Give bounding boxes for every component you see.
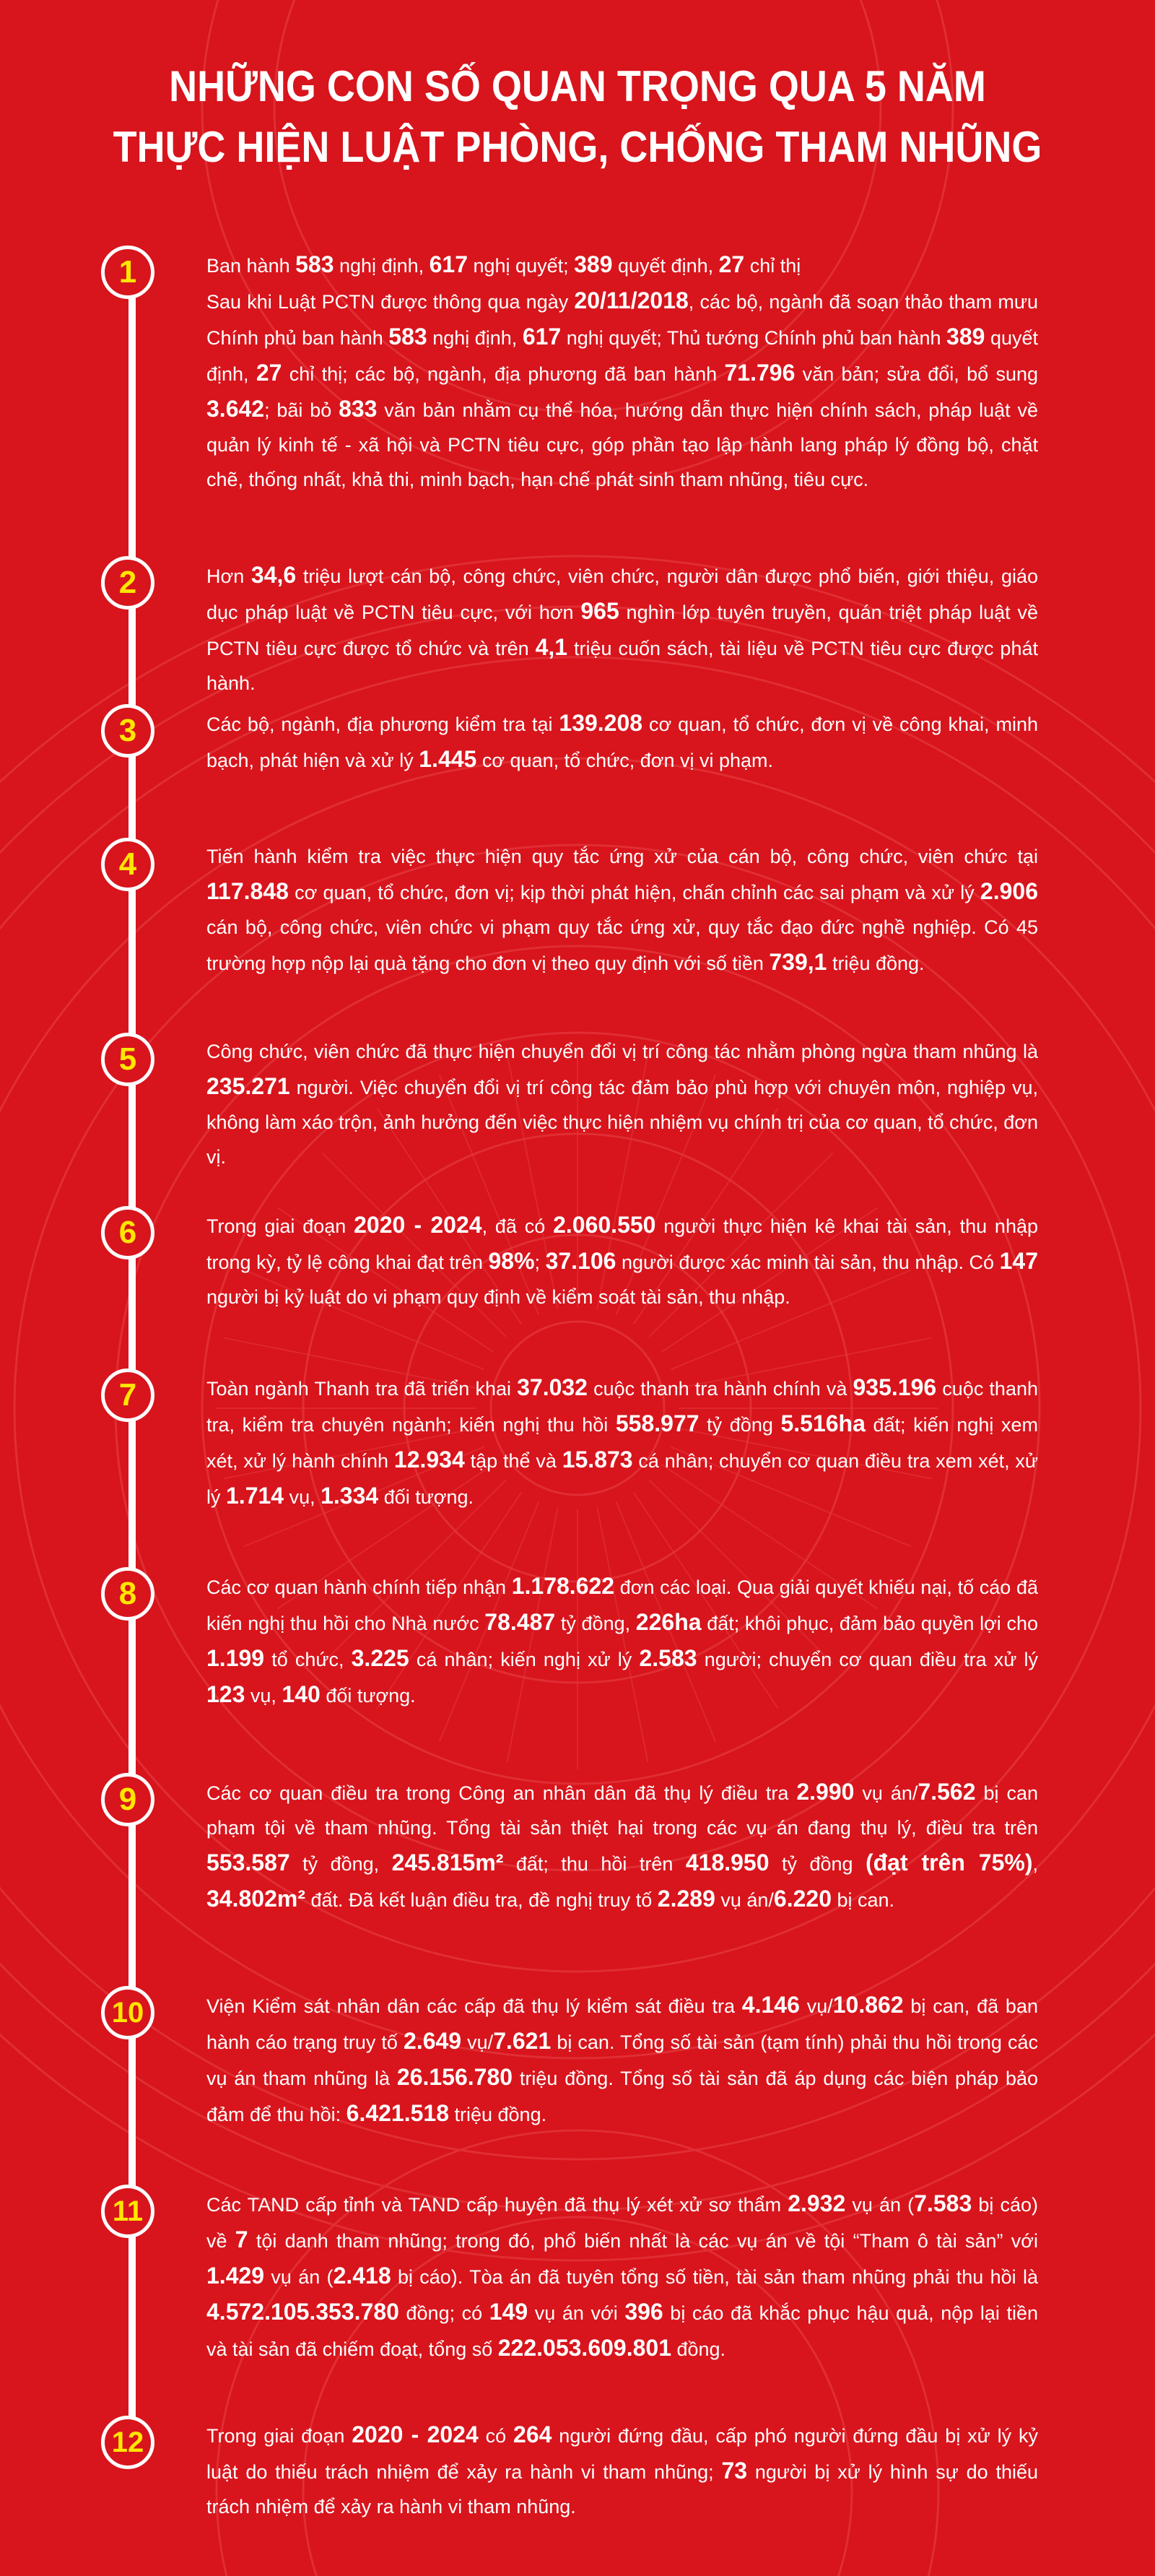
item-number-badge: 4 [101, 838, 154, 891]
highlight-number: 147 [999, 1248, 1038, 1274]
page-title [0, 56, 1155, 178]
item-text [206, 1987, 1038, 2132]
highlight-number: 2020 - 2024 [352, 2421, 479, 2447]
item-text [206, 247, 1038, 497]
item-number-badge: 11 [101, 2185, 154, 2238]
item-paragraph: Trong giai đoạn 2020 - 2024 có 264 người đứng đầu, cấp phó người đứng đầu bị xử lý kỷ luật do thiếu trách nhiệm để xảy ra hành vi tham nhũng; 73 người bị xử lý hình sự do thiếu trách nhiệm để xảy ra hành vi tham nhũng. [206, 2421, 1038, 2518]
highlight-number: 389 [946, 324, 985, 350]
highlight-number: 140 [282, 1681, 321, 1707]
highlight-number: 833 [339, 396, 378, 422]
title-line-2: THỰC HIỆN LUẬT PHÒNG, CHỐNG THAM NHŨNG [113, 123, 1042, 171]
highlight-number: 5.516ha [780, 1410, 866, 1436]
highlight-number: 617 [429, 251, 468, 277]
highlight-number: 10.862 [832, 1992, 904, 2018]
highlight-number: 20/11/2018 [574, 287, 689, 313]
highlight-number: 1.199 [206, 1645, 265, 1671]
highlight-number: 2.990 [796, 1779, 855, 1805]
highlight-number: 7.562 [918, 1779, 976, 1805]
highlight-number: 12.934 [393, 1447, 465, 1473]
item-number-badge: 2 [101, 556, 154, 610]
item-paragraph: Ban hành 583 nghị định, 617 nghị quyết; 389 quyết định, 27 chỉ thị [206, 251, 801, 277]
highlight-number: 34,6 [250, 562, 297, 588]
item-number-badge: 12 [101, 2416, 154, 2469]
item-paragraph: Các bộ, ngành, địa phương kiểm tra tại 139.208 cơ quan, tổ chức, đơn vị về công khai, minh bạch, phát hiện và xử lý 1.445 cơ quan, tổ chức, đơn vị vi phạm. [206, 710, 1038, 772]
highlight-number: 37.106 [545, 1248, 616, 1274]
item-text [206, 1370, 1038, 1514]
highlight-number: 37.032 [517, 1374, 588, 1400]
item-paragraph: Hơn 34,6 triệu lượt cán bộ, công chức, viên chức, người dân được phổ biến, giới thiệu, giáo dục pháp luật về PCTN tiêu cực, với hơn 965 nghìn lớp tuyên truyền, quán triệt pháp luật về PCTN tiêu cực được tổ chức và trên 4,1 triệu cuốn sách, tài liệu về PCTN tiêu cực được phát hành. [206, 562, 1038, 694]
highlight-number: 235.271 [206, 1073, 290, 1099]
item-paragraph: Các cơ quan điều tra trong Công an nhân dân đã thụ lý điều tra 2.990 vụ án/7.562 bị can phạm tội về tham nhũng. Tổng tài sản thiệt hại trong các vụ án đang thụ lý, điều tra trên 553.587 tỷ đồng, 245.815m² đất; thu hồi trên 418.950 tỷ đồng (đạt trên 75%), 34.802m² đất. Đã kết luận điều tra, đề nghị truy tố 2.289 vụ án/6.220 bị can. [206, 1779, 1038, 1912]
item-number-badge: 1 [101, 246, 154, 299]
highlight-number: 15.873 [562, 1447, 633, 1473]
highlight-number: 965 [580, 598, 619, 624]
item-text [206, 1034, 1038, 1174]
highlight-number: 2.289 [657, 1886, 715, 1912]
highlight-number: 73 [721, 2458, 748, 2484]
highlight-number: 98% [488, 1248, 535, 1274]
highlight-number: 418.950 [685, 1849, 770, 1875]
highlight-number: 4.572.105.353.780 [206, 2299, 399, 2325]
highlight-number: 139.208 [559, 710, 643, 736]
highlight-number: 935.196 [853, 1374, 937, 1400]
highlight-number: 123 [206, 1681, 245, 1707]
highlight-number: 2.906 [980, 878, 1038, 904]
highlight-number: 245.815m² [391, 1849, 504, 1875]
item-number-badge: 6 [101, 1206, 154, 1259]
highlight-number: 222.053.609.801 [497, 2335, 671, 2361]
highlight-number: 117.848 [206, 878, 289, 904]
highlight-number: 34.802m² [206, 1886, 305, 1912]
highlight-number: 617 [522, 324, 562, 350]
highlight-number: 4.146 [741, 1992, 800, 2018]
item-paragraph: Trong giai đoạn 2020 - 2024, đã có 2.060.550 người thực hiện kê khai tài sản, thu nhập trong kỳ, tỷ lệ công khai đạt trên 98%; 37.106 người được xác minh tài sản, thu nhập. Có 147 người bị kỷ luật do vi phạm quy định về kiểm soát tài sản, thu nhập. [206, 1212, 1038, 1308]
item-number-badge: 8 [101, 1567, 154, 1621]
item-text [206, 1774, 1038, 1917]
highlight-number: 7 [235, 2226, 248, 2252]
item-number-badge: 9 [101, 1773, 154, 1826]
highlight-number: 149 [489, 2299, 528, 2325]
highlight-number: 2.932 [788, 2190, 846, 2216]
highlight-number: 2020 - 2024 [354, 1212, 482, 1238]
item-text [206, 2186, 1038, 2367]
item-paragraph: Viện Kiểm sát nhân dân các cấp đã thụ lý kiểm sát điều tra 4.146 vụ/10.862 bị can, đã ban hành cáo trạng truy tố 2.649 vụ/7.621 bị can. Tổng số tài sản (tạm tính) phải thu hồi trong các vụ án tham nhũng là 26.156.780 triệu đồng. Tổng số tài sản đã áp dụng các biện pháp bảo đảm để thu hồi: 6.421.518 triệu đồng. [206, 1992, 1039, 2126]
highlight-number: 4,1 [535, 634, 568, 660]
item-paragraph: Các cơ quan hành chính tiếp nhận 1.178.622 đơn các loại. Qua giải quyết khiếu nại, tố cáo đã kiến nghị thu hồi cho Nhà nước 78.487 tỷ đồng, 226ha đất; khôi phục, đảm bảo quyền lợi cho 1.199 tổ chức, 3.225 cá nhân; kiến nghị xử lý 2.583 người; chuyển cơ quan điều tra xử lý 123 vụ, 140 đối tượng. [206, 1573, 1038, 1707]
highlight-number: 226ha [635, 1609, 702, 1635]
highlight-number: 1.334 [321, 1483, 379, 1509]
highlight-number: 2.583 [639, 1645, 697, 1671]
highlight-number: 3.225 [351, 1645, 409, 1671]
highlight-number: 583 [388, 324, 427, 350]
item-paragraph: Công chức, viên chức đã thực hiện chuyển đổi vị trí công tác nhằm phòng ngừa tham nhũng là 235.271 người. Việc chuyển đổi vị trí công tác đảm bảo phù hợp với chuyên môn, nghiệp vụ, không làm xáo trộn, ảnh hưởng đến việc thực hiện nhiệm vụ chính trị của cơ quan, tổ chức, đơn vị. [206, 1041, 1038, 1168]
item-text [206, 558, 1038, 701]
highlight-number: 739,1 [769, 949, 827, 975]
highlight-number: 2.418 [333, 2263, 391, 2289]
item-text [206, 706, 1038, 778]
highlight-number: 3.642 [206, 396, 265, 422]
highlight-number: 1.178.622 [511, 1573, 615, 1599]
highlight-number: 1.714 [226, 1483, 284, 1509]
highlight-number: (đạt trên 75%) [865, 1849, 1033, 1875]
item-paragraph: Tiến hành kiểm tra việc thực hiện quy tắc ứng xử của cán bộ, công chức, viên chức tại 117.848 cơ quan, tổ chức, đơn vị; kịp thời phát hiện, chấn chỉnh các sai phạm và xử lý 2.906 cán bộ, công chức, viên chức vi phạm quy tắc ứng xử, quy tắc đạo đức nghề nghiệp. Có 45 trường hợp nộp lại quà tặng cho đơn vị theo quy định với số tiền 739,1 triệu đồng. [206, 846, 1038, 975]
item-paragraph: Toàn ngành Thanh tra đã triển khai 37.032 cuộc thanh tra hành chính và 935.196 cuộc thanh tra, kiểm tra chuyên ngành; kiến nghị thu hồi 558.977 tỷ đồng 5.516ha đất; kiến nghị xem xét, xử lý hành chính 12.934 tập thể và 15.873 cá nhân; chuyển cơ quan điều tra xem xét, xử lý 1.714 vụ, 1.334 đối tượng. [206, 1374, 1039, 1509]
highlight-number: 7.583 [914, 2190, 972, 2216]
item-text [206, 1569, 1038, 1713]
highlight-number: 27 [256, 360, 282, 386]
highlight-number: 1.445 [419, 746, 477, 772]
highlight-number: 27 [718, 251, 745, 277]
highlight-number: 7.621 [493, 2028, 552, 2054]
highlight-number: 389 [574, 251, 613, 277]
highlight-number: 26.156.780 [396, 2064, 513, 2090]
highlight-number: 583 [295, 251, 334, 277]
item-number-badge: 7 [101, 1369, 154, 1422]
item-number-badge: 10 [101, 1986, 154, 2039]
item-paragraph: Các TAND cấp tỉnh và TAND cấp huyện đã thụ lý xét xử sơ thẩm 2.932 vụ án (7.583 bị cáo) về 7 tội danh tham nhũng; trong đó, phổ biến nhất là các vụ án về tội “Tham ô tài sản” với 1.429 vụ án (2.418 bị cáo). Tòa án đã tuyên tổng số tiền, tài sản tham nhũng phải thu hồi là 4.572.105.353.780 đồng; có 149 vụ án với 396 bị cáo đã khắc phục hậu quả, nộp lại tiền và tài sản đã chiếm đoạt, tổng số 222.053.609.801 đồng. [206, 2190, 1039, 2361]
highlight-number: 553.587 [206, 1849, 290, 1875]
highlight-number: 264 [513, 2421, 552, 2447]
item-number-badge: 3 [101, 704, 154, 758]
item-text [206, 839, 1038, 981]
highlight-number: 396 [624, 2299, 663, 2325]
item-text [206, 2417, 1038, 2524]
highlight-number: 6.421.518 [346, 2100, 449, 2126]
highlight-number: 558.977 [615, 1410, 699, 1436]
highlight-number: 2.649 [404, 2028, 462, 2054]
item-number-badge: 5 [101, 1033, 154, 1086]
item-paragraph: Sau khi Luật PCTN được thông qua ngày 20/11/2018, các bộ, ngành đã soạn thảo tham mưu Chính phủ ban hành 583 nghị định, 617 nghị quyết; Thủ tướng Chính phủ ban hành 389 quyết định, 27 chỉ thị; các bộ, ngành, địa phương đã ban hành 71.796 văn bản; sửa đổi, bổ sung 3.642; bãi bỏ 833 văn bản nhằm cụ thể hóa, hướng dẫn thực hiện chính sách, pháp luật về quản lý kinh tế - xã hội và PCTN tiêu cực, góp phần tạo lập hành lang pháp lý đồng bộ, chặt chẽ, thống nhất, khả thi, minh bạch, hạn chế phát sinh tham nhũng, tiêu cực. [206, 287, 1038, 490]
highlight-number: 71.796 [724, 360, 796, 386]
highlight-number: 78.487 [484, 1609, 556, 1635]
highlight-number: 2.060.550 [553, 1212, 656, 1238]
highlight-number: 6.220 [773, 1886, 832, 1912]
item-text [206, 1207, 1038, 1314]
title-line-1: NHỮNG CON SỐ QUAN TRỌNG QUA 5 NĂM [169, 62, 986, 110]
highlight-number: 1.429 [206, 2263, 265, 2289]
